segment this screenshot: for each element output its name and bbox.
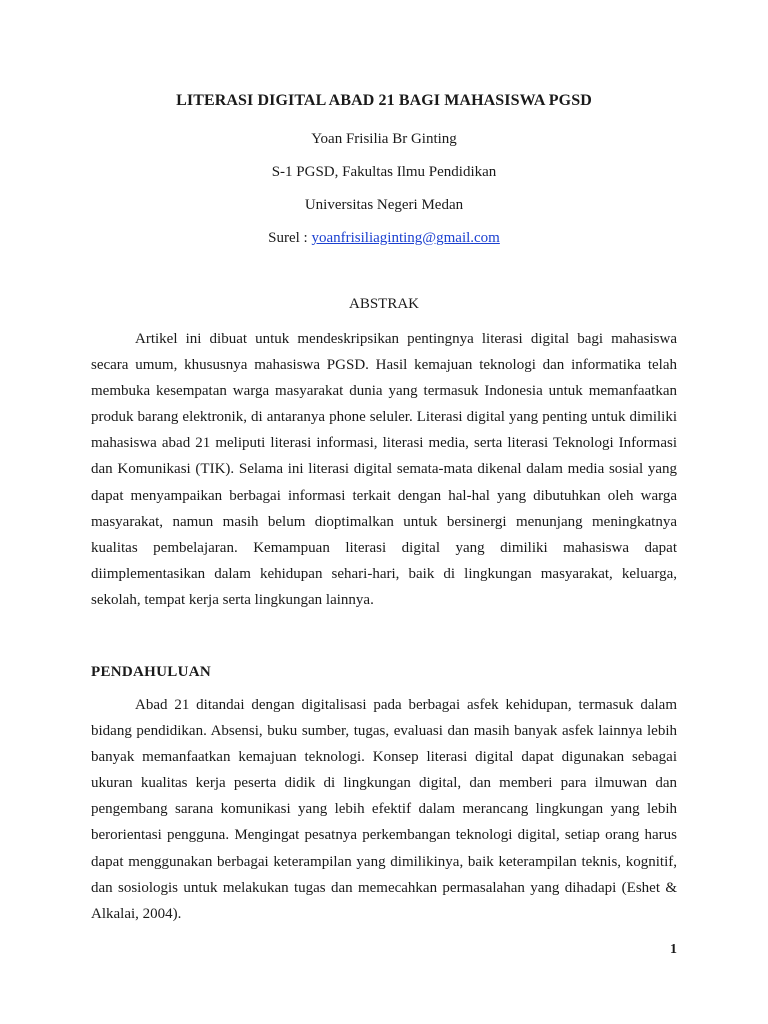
- email-line: [0, 230, 768, 247]
- paper-title: LITERASI DIGITAL ABAD 21 BAGI MAHASISWA PGSD: [176, 92, 592, 109]
- abstract-heading: ABSTRAK: [348, 296, 419, 312]
- introduction-heading: PENDAHULUAN: [91, 664, 211, 680]
- author-university: Universitas Negeri Medan: [304, 197, 464, 213]
- abstract-paragraph: Artikel ini dibuat untuk mendeskripsikan pentingnya literasi digital bagi mahasiswa secara umum, khususnya mahasiswa PGSD. Hasil kemajuan teknologi dan informatika telah membuka kesempatan warga masyarakat dunia yang termasuk Indonesia untuk memanfaatkan produk barang elektronik, di antaranya phone seluler. Literasi digital yang penting untuk dimiliki mahasiswa abad 21 meliputi literasi informasi, literasi media, serta literasi Teknologi Informasi dan Komunikasi (TIK). Selama ini literasi digital semata-mata dikenal dalam media sosial yang dapat menyampaikan berbagai informasi terkait dengan hal-hal yang dibutuhkan oleh warga masyarakat, namun masih belum dioptimalkan untuk bersinergi menunjang meningkatnya kualitas pembelajaran. Kemampuan literasi digital yang dimiliki mahasiswa dapat diimplementasikan dalam kehidupan sehari-hari, baik di lingkungan masyarakat, keluarga, sekolah, tempat kerja serta lingkungan lainnya.: [91, 331, 677, 608]
- page-number: 1: [670, 942, 677, 957]
- email-link[interactable]: yoanfrisiliaginting@gmail.com: [311, 230, 500, 246]
- introduction-paragraph: Abad 21 ditandai dengan digitalisasi pada berbagai asfek kehidupan, termasuk dalam bidang pendidikan. Absensi, buku sumber, tugas, evaluasi dan masih banyak asfek lainnya lebih banyak memanfaatkan kemajuan teknologi. Konsep literasi digital dapat digunakan sebagai ukuran kualitas kerja peserta didik di lingkungan digital, dan memberi para ilmuwan dan pengembang sarana komunikasi yang lebih efektif dalam merancang lingkungan yang lebih berorientasi pengguna. Mengingat pesatnya perkembangan teknologi digital, setiap orang harus dapat menggunakan berbagai keterampilan yang dimilikinya, baik keterampilan teknis, kognitif, dan sosiologis untuk melakukan tugas dan memecahkan permasalahan yang dihadapi (Eshet & Alkalai, 2004).: [91, 697, 677, 922]
- email-label: Surel :: [268, 230, 312, 246]
- author-name: Yoan Frisilia Br Ginting: [311, 131, 457, 147]
- author-program: S-1 PGSD, Fakultas Ilmu Pendidikan: [271, 164, 497, 180]
